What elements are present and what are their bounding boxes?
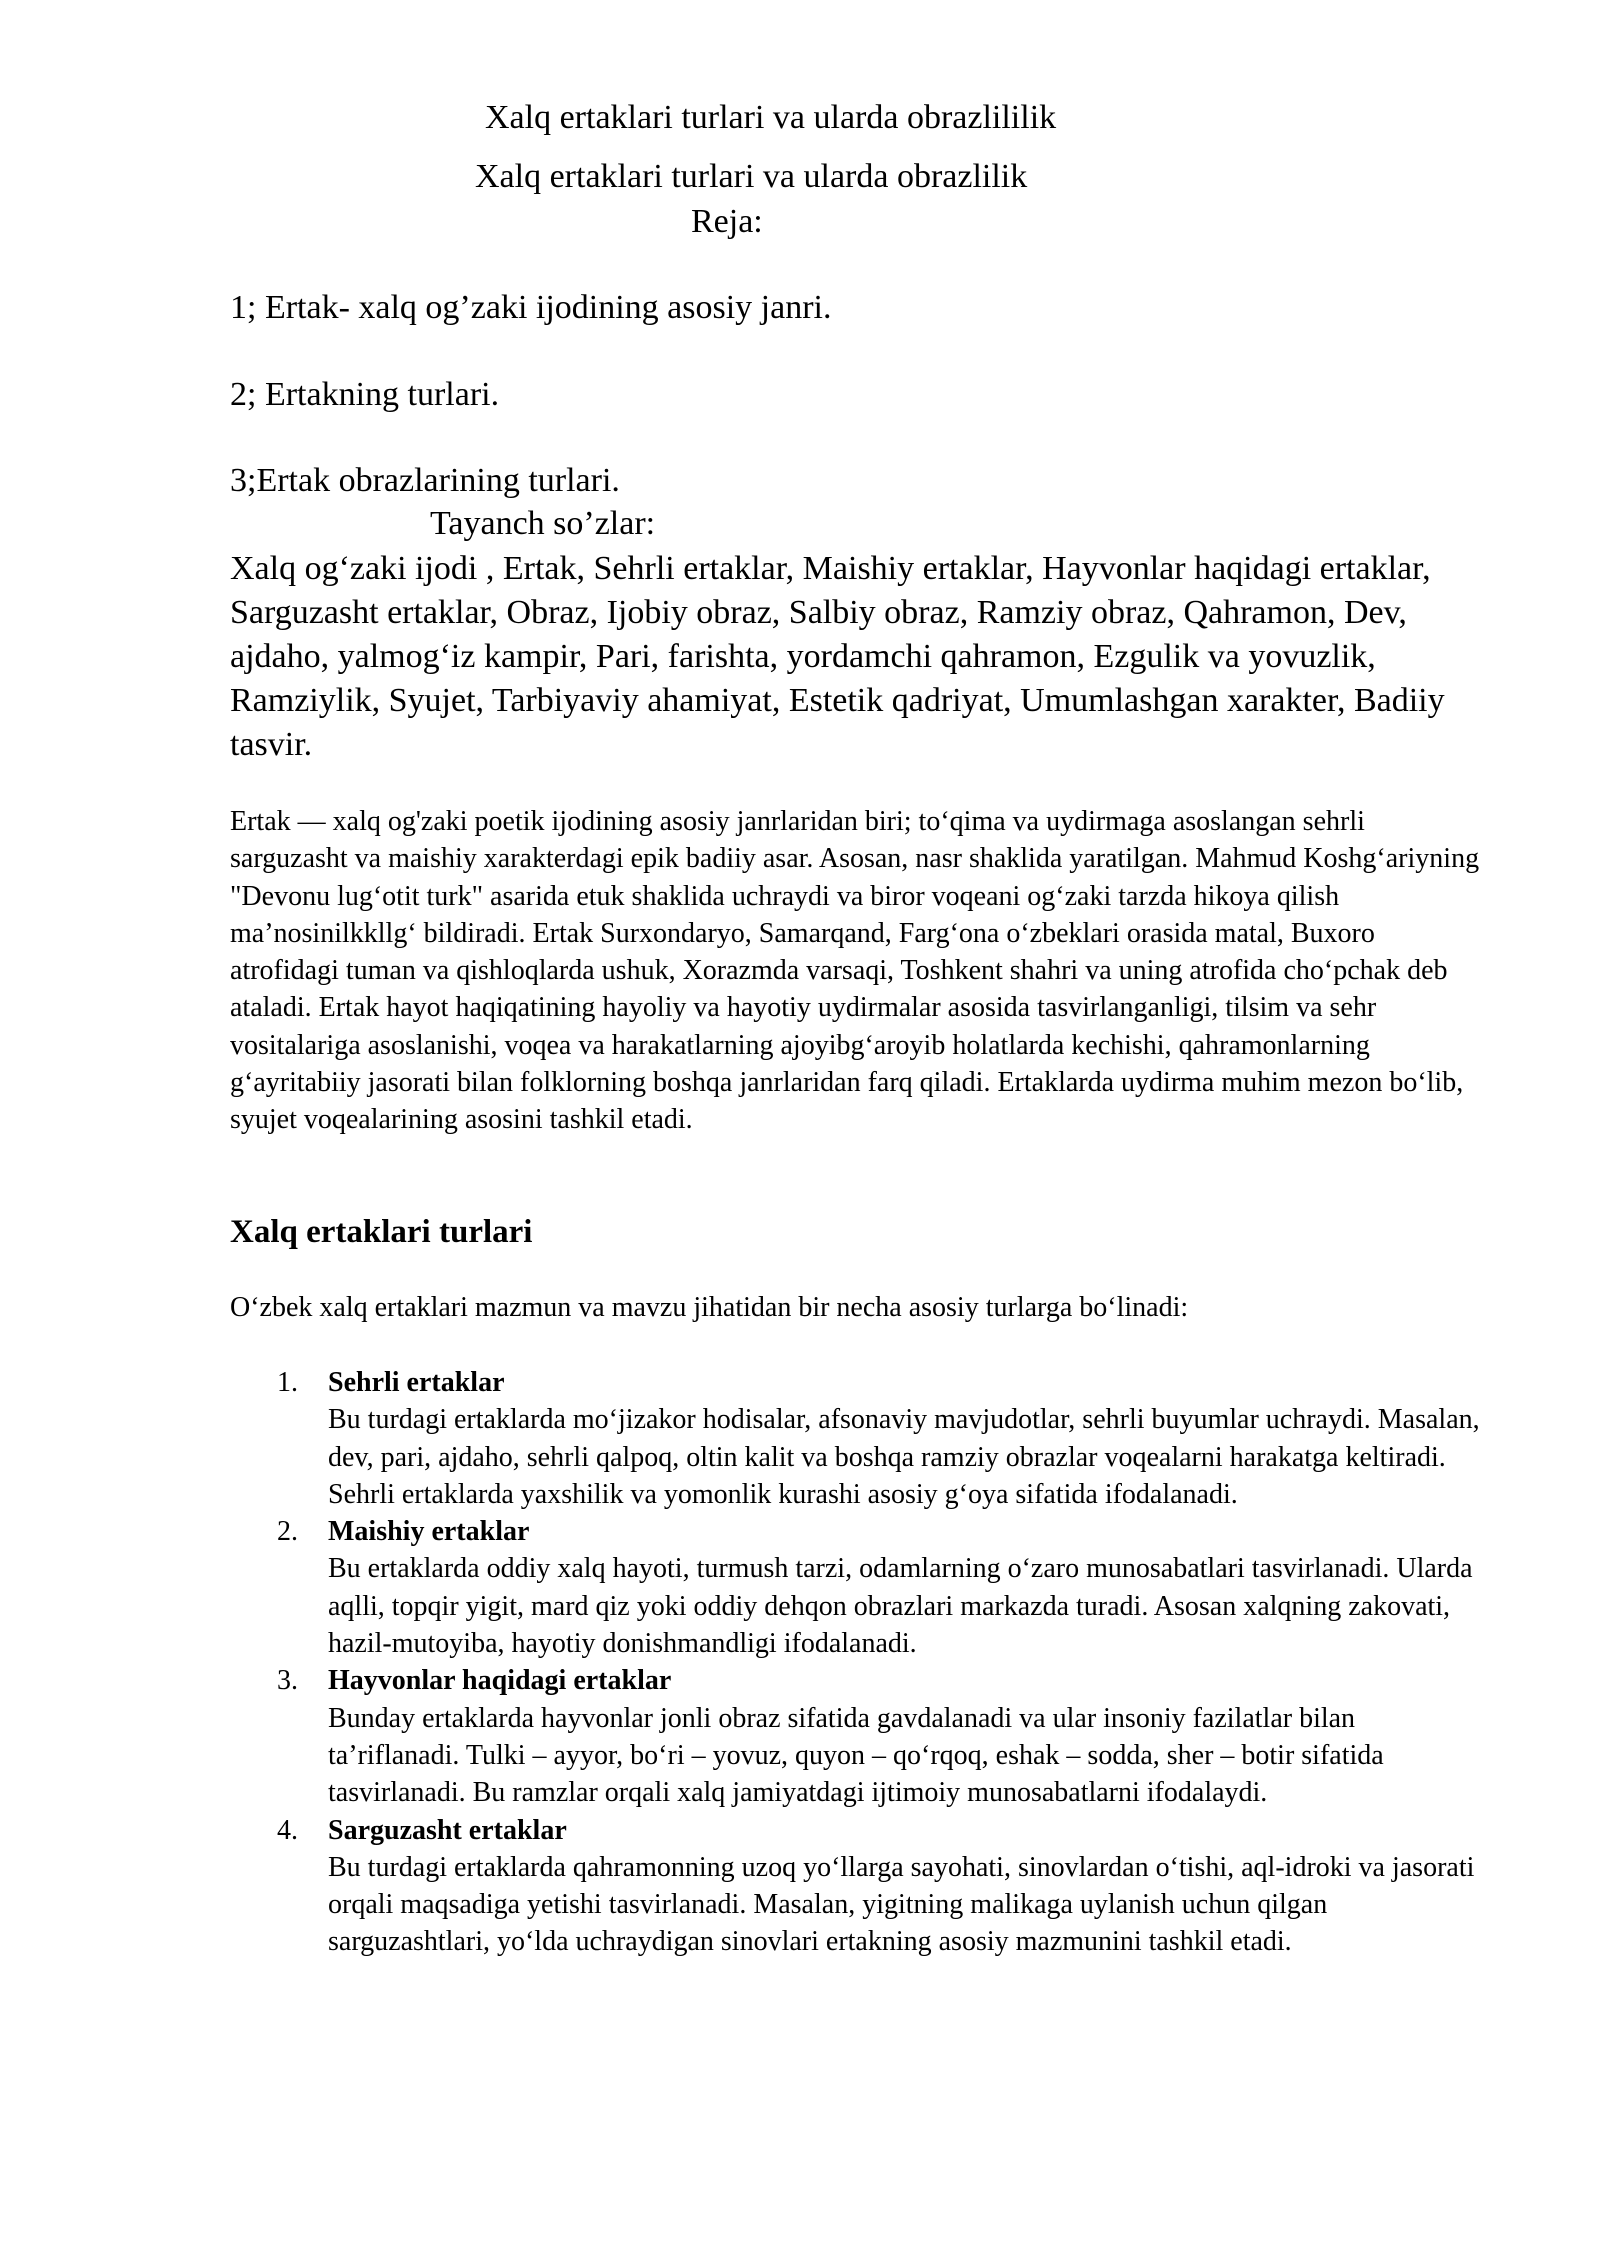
list-item: [230, 1513, 1480, 1662]
list-item-title: Hayvonlar haqidagi ertaklar: [328, 1665, 672, 1697]
plan-item: 2; Ertakning turlari.: [230, 376, 500, 413]
list-item-number: 1.: [277, 1367, 298, 1398]
list-item-text: Bu turdagi ertaklarda mo‘jizakor hodisalar, afsonaviy mavjudotlar, sehrli buyumlar uchraydi. Masalan, dev, pari, ajdaho, sehrli qalpoq, oltin kalit va boshqa ramziy obrazlar voqealarni harakatga keltiradi. Sehrli ertaklarda yaxshilik va yomonlik kurashi asosiy g‘oya sifatida ifodalanadi.: [328, 1404, 1480, 1510]
list-item: [230, 1364, 1480, 1513]
plan-heading: Reja:: [691, 203, 763, 240]
document-subtitle: Xalq ertaklari turlari va ularda obrazlilik: [475, 158, 1028, 195]
list-item-text: Bu ertaklarda oddiy xalq hayoti, turmush tarzi, odamlarning o‘zaro munosabatlari tasvirlanadi. Ularda aqlli, topqir yigit, mard qiz yoki oddiy dehqon obrazlari markazda turadi. Asosan xalqning zakovati, hazil-mutoyiba, hayotiy donishmandligi ifodalanadi.: [328, 1553, 1473, 1660]
plan-item: 1; Ertak- xalq og’zaki ijodining asosiy janri.: [230, 289, 832, 326]
plan-item: 3;Ertak obrazlarining turlari.: [230, 462, 620, 499]
keywords-heading: Tayanch so’zlar:: [430, 505, 656, 542]
keywords-paragraph: Xalq og‘zaki ijodi , Ertak, Sehrli ertaklar, Maishiy ertaklar, Hayvonlar haqidagi ertaklar, Sarguzasht ertaklar, Obraz, Ijobiy obraz, Salbiy obraz, Ramziy obraz, Qahramon, Dev, ajdaho, yalmog‘iz kampir, Pari, farishta, yordamchi qahramon, Ezgulik va yovuzlik, Ramziylik, Syujet, Tarbiyaviy ahamiyat, Estetik qadriyat, Umumlashgan xarakter, Badiiy tasvir.: [230, 550, 1445, 763]
list-item-title: Sehrli ertaklar: [328, 1367, 505, 1398]
tale-types-list: [230, 1364, 1480, 1961]
list-item-text: Bu turdagi ertaklarda qahramonning uzoq yo‘llarga sayohati, sinovlardan o‘tishi, aql-idroki va jasorati orqali maqsadiga yetishi tasvirlanadi. Masalan, yigitning malikaga uylanish uchun qilgan sarguzashtlari, yo‘lda uchraydigan sinovlari ertakning asosiy mazmunini tashkil etadi.: [328, 1851, 1475, 1958]
list-item-title: Sarguzasht ertaklar: [328, 1814, 567, 1846]
list-item-text: Bunday ertaklarda hayvonlar jonli obraz sifatida gavdalanadi va ular insoniy fazilatlar bilan ta’riflanadi. Tulki – ayyor, bo‘ri – yovuz, quyon – qo‘rqoq, eshak – sodda, sher – botir sifatida tasvirlanadi. Bu ramzlar orqali xalq jamiyatdagi ijtimoiy munosabatlarni ifodalaydi.: [328, 1702, 1384, 1809]
section-heading: Xalq ertaklari turlari: [230, 1214, 533, 1250]
list-item-number: 4.: [277, 1814, 298, 1846]
document-title: Xalq ertaklari turlari va ularda obrazlililik: [485, 99, 1057, 136]
list-item-title: Maishiy ertaklar: [328, 1516, 530, 1548]
list-item: [230, 1662, 1480, 1811]
list-item-number: 3.: [277, 1665, 298, 1697]
section-lead-paragraph: O‘zbek xalq ertaklari mazmun va mavzu jihatidan bir necha asosiy turlarga bo‘linadi:: [230, 1292, 1189, 1323]
list-item: [230, 1812, 1480, 1961]
list-item-number: 2.: [277, 1516, 298, 1548]
intro-paragraph: Ertak — xalq og'zaki poetik ijodining asosiy janrlaridan biri; to‘qima va uydirmaga asoslangan sehrli sarguzasht va maishiy xarakterdagi epik badiiy asar. Asosan, nasr shaklida yaratilgan. Mahmud Koshg‘ariyning "Devonu lug‘otit turk" asarida etuk shaklida uchraydi va biror voqeani og‘zaki tarzda hikoya qilish ma’nosinilkkllg‘ bildiradi. Ertak Surxondaryo, Samarqand, Farg‘ona o‘zbeklari orasida matal, Buxoro atrofidagi tuman va qishloqlarda ushuk, Xorazmda varsaqi, Toshkent shahri va uning atrofida cho‘pchak deb ataladi. Ertak hayot haqiqatining hayoliy va hayotiy uydirmalar asosida tasvirlanganligi, tilsim va sehr vositalariga asoslanishi, voqea va harakatlarning ajoyibg‘aroyib holatlarda kechishi, qahramonlarning g‘ayritabiiy jasorati bilan folklorning boshqa janrlaridan farq qiladi. Ertaklarda uydirma muhim mezon bo‘lib, syujet voqealarining asosini tashkil etadi.: [230, 806, 1480, 1136]
